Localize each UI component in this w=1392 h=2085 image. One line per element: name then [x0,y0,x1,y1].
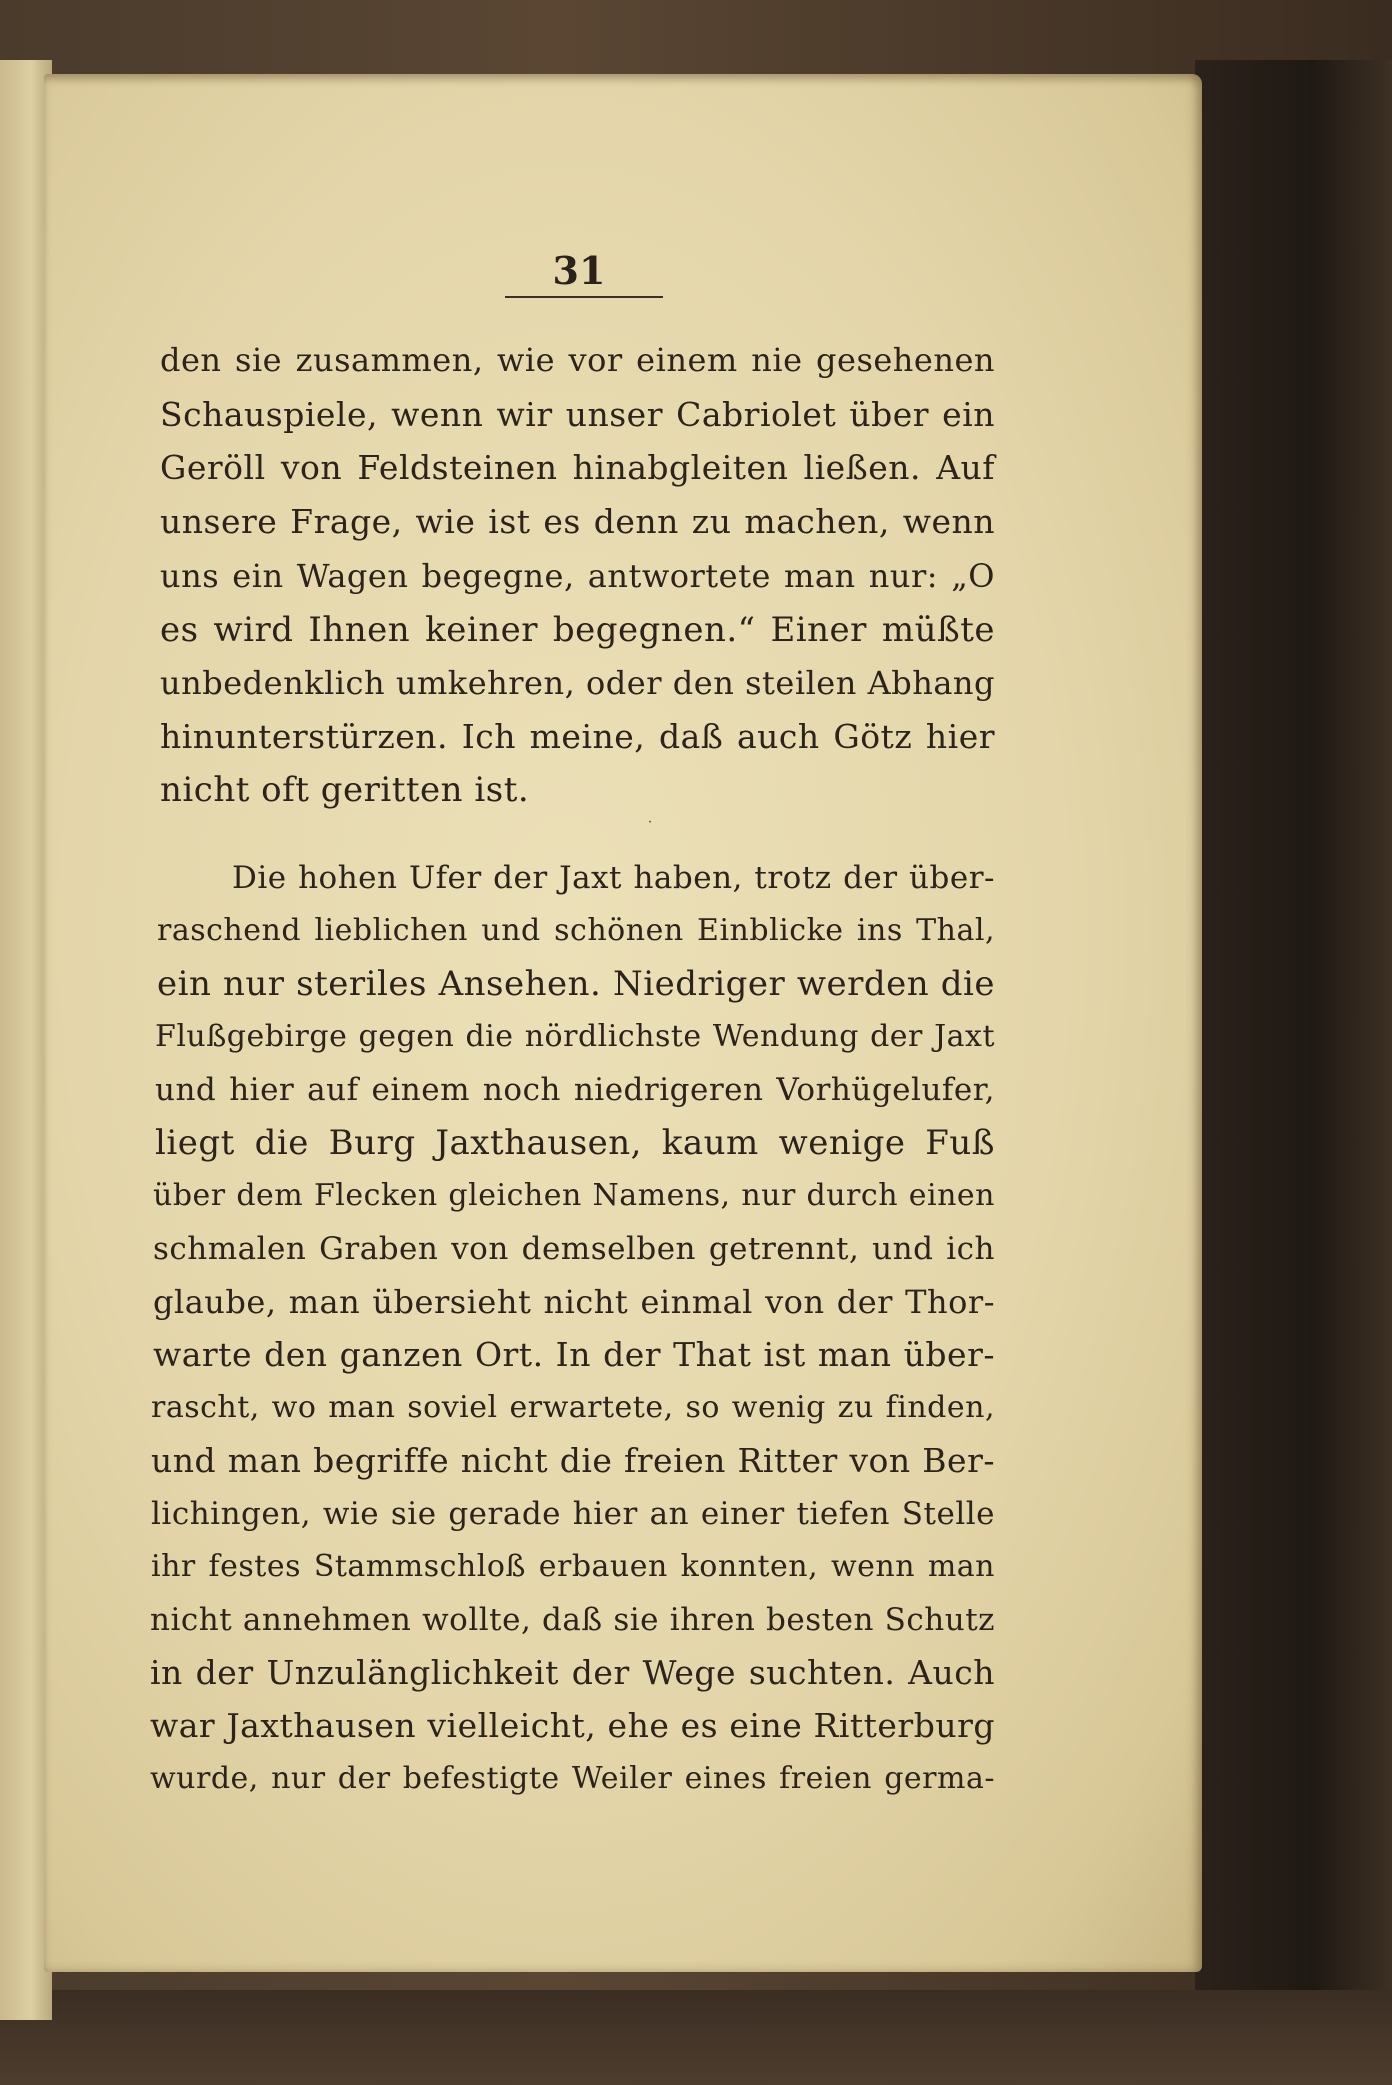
text-line: und man begriffe nicht die freien Ritter von Ber- [151,1441,995,1480]
text-line: lichingen, wie sie gerade hier an einer tiefen Stelle [151,1496,995,1532]
text-line: Die hohen Ufer der Jaxt haben, trotz der über- [232,860,995,896]
text-line: unbedenklich umkehren, oder den steilen Abhang [160,664,995,702]
text-line: liegt die Burg Jaxthausen, kaum wenige Fuß [155,1123,995,1163]
text-line: hinunterstürzen. Ich meine, daß auch Götz hier [160,717,995,756]
text-line: war Jaxthausen vielleicht, ehe es eine Ritterburg [150,1706,995,1745]
text-line: Geröll von Feldsteinen hinabgleiten ließen. Auf [160,448,995,487]
text-line: und hier auf einem noch niedrigeren Vorhügelufer, [155,1072,995,1108]
text-line: rascht, wo man soviel erwartete, so wenig zu finden, [151,1390,995,1425]
text-line: nicht oft geritten ist. [160,770,530,810]
text-line: nicht annehmen wollte, daß sie ihren besten Schutz [150,1602,995,1638]
text-line: ein nur steriles Ansehen. Niedriger werden die [157,964,995,1004]
text-line: raschend lieblichen und schönen Einblicke ins Thal, [157,913,995,948]
text-line: uns ein Wagen begegne, antwortete man nur: „O [160,557,995,595]
text-line: schmalen Graben von demselben getrennt, und ich [153,1231,995,1267]
text-line: wurde, nur der befestigte Weiler eines freien germa- [150,1761,995,1796]
text-line: Flußgebirge gegen die nördlichste Wendung der Jaxt [155,1019,995,1054]
text-line: über dem Flecken gleichen Namens, nur durch einen [153,1178,995,1213]
text-line: Schauspiele, wenn wir unser Cabriolet über ein [160,395,995,434]
ink-mark: ˙ [646,818,654,837]
page-number: 31 [552,248,606,293]
text-line: ihr festes Stammschloß erbauen konnten, wenn man [151,1549,995,1584]
text-line: unsere Frage, wie ist es denn zu machen, wenn [160,502,995,541]
text-line: in der Unzulänglichkeit der Wege suchten. Auch [150,1653,995,1692]
text-line: den sie zusammen, wie vor einem nie gesehenen [160,341,995,379]
text-line: es wird Ihnen keiner begegnen.“ Einer müßte [160,610,995,650]
text-line: glaube, man übersieht nicht einmal von der Thor- [153,1283,995,1321]
text-line: warte den ganzen Ort. In der That ist man über- [153,1335,995,1374]
